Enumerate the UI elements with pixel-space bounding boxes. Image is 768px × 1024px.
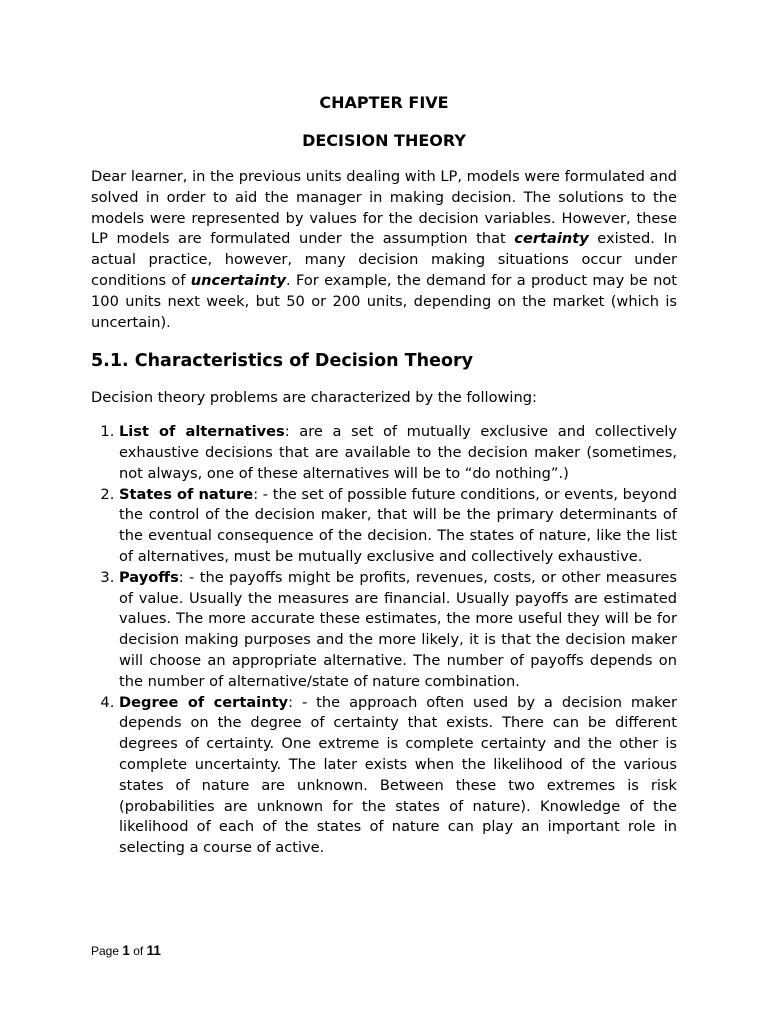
intro-text-3: . For example, the demand for a product may be not 100 units next week, but 50 or 200 units, depending on the market (which is uncertain).	[91, 271, 677, 331]
list-item-term: Payoffs	[119, 568, 179, 586]
list-item-text: : are a set of mutually exclusive and collectively exhaustive decisions that are available to the decision maker (sometimes, not always, one of these alternatives will be to “do nothing”.)	[119, 423, 677, 482]
list-item-term: Degree of certainty	[119, 693, 289, 711]
of-word: of	[133, 944, 144, 958]
characteristics-list	[91, 422, 677, 859]
page-footer	[91, 941, 161, 961]
list-item	[119, 568, 677, 693]
emphasis-uncertainty: uncertainty	[190, 271, 287, 289]
intro-paragraph	[91, 167, 677, 333]
intro-text-1: Dear learner, in the previous units dealing with LP, models were formulated and solved in order to aid the manager in making decision. The solutions to the models were represented by values for the decision variables. However, these LP models are formulated under the assumption that	[91, 168, 677, 248]
intro-text-2: existed. In actual practice, however, many decision making situations occur under conditions of	[91, 230, 678, 289]
chapter-label: CHAPTER FIVE	[319, 93, 449, 112]
total-pages-number: 11	[146, 943, 161, 958]
list-item	[119, 485, 677, 568]
page-content	[91, 91, 677, 859]
list-item-text: : - the approach often used by a decision maker depends on the degree of certainty that exists. There can be different degrees of certainty. One extreme is complete certainty and the other is complete uncertainty. The later exists when the likelihood of the various states of nature are unknown. Between these two extremes is risk (probabilities are unknown for the states of nature). Knowledge of the likelihood of each of the states of nature can play an important role in selecting a course of active.	[119, 693, 677, 857]
list-item-term: List of alternatives	[119, 423, 285, 441]
section-heading: 5.1. Characteristics of Decision Theory	[91, 351, 474, 372]
list-item-text: : - the set of possible future conditions, or events, beyond the control of the decision maker, that will be the primary determinants of the eventual consequence of the decision. The states of nature, like the list of alternatives, must be mutually exclusive and collectively exhaustive.	[119, 485, 677, 565]
section-lead: Decision theory problems are characterized by the following:	[91, 389, 537, 407]
list-item-text: : - the payoffs might be profits, revenues, costs, or other measures of value. Usually the measures are financial. Usually payoffs are estimated values. The more accurate these estimates, the more useful they will be for decision making purposes and the more likely, it is that the decision maker will choose an appropriate alternative. The number of payoffs depends on the number of alternative/state of nature combination.	[119, 568, 677, 690]
chapter-title: DECISION THEORY	[302, 131, 466, 150]
emphasis-certainty: certainty	[514, 230, 589, 248]
list-item-term: States of nature	[119, 485, 254, 503]
list-item	[119, 693, 677, 859]
current-page-number: 1	[122, 943, 130, 958]
list-item	[119, 422, 677, 484]
page-word: Page	[91, 944, 120, 958]
